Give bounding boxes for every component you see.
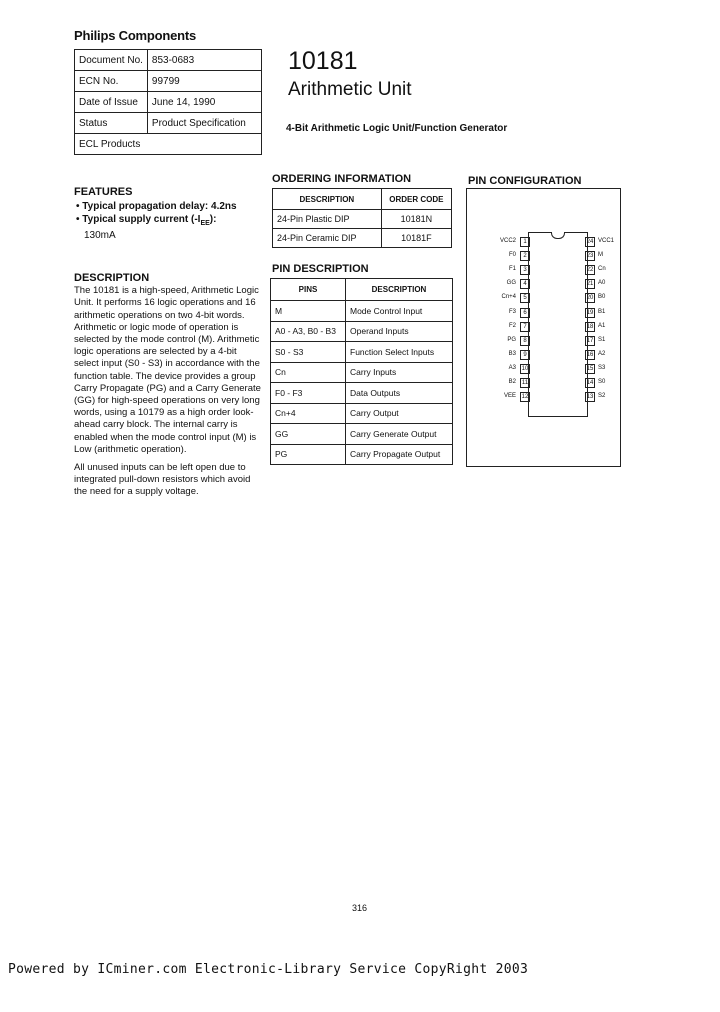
pin-row-right bbox=[585, 321, 615, 333]
pin-number: 11 bbox=[521, 380, 529, 386]
part-subtitle: 4-Bit Arithmetic Logic Unit/Function Generator bbox=[286, 123, 508, 134]
ordering-header: ORDER CODE bbox=[381, 189, 451, 210]
pin-config-title: PIN CONFIGURATION bbox=[468, 175, 582, 187]
doc-key: ECN No. bbox=[75, 71, 148, 92]
pin-row-left bbox=[490, 321, 530, 333]
product-line: ECL Products bbox=[75, 134, 262, 155]
pin-row-right bbox=[585, 377, 615, 389]
table-row bbox=[273, 229, 452, 248]
features-section bbox=[74, 186, 264, 243]
pin-desc: Function Select Inputs bbox=[346, 342, 453, 363]
doc-key: Document No. bbox=[75, 50, 148, 71]
pin-names: PG bbox=[271, 444, 346, 465]
pin-row-right bbox=[585, 335, 615, 347]
pin-number: 2 bbox=[520, 251, 530, 261]
pin-label: F3 bbox=[508, 308, 516, 315]
ordering-code: 10181F bbox=[381, 229, 451, 248]
table-row bbox=[271, 362, 453, 383]
footer-watermark: Powered by ICminer.com Electronic-Library Service CopyRight 2003 bbox=[8, 962, 529, 977]
pin-row-right bbox=[585, 264, 615, 276]
doc-row bbox=[75, 134, 262, 155]
pin-number: 5 bbox=[520, 293, 530, 303]
pin-desc-header: PINS bbox=[271, 279, 346, 301]
features-title: FEATURES bbox=[74, 186, 133, 198]
pin-description-title: PIN DESCRIPTION bbox=[272, 263, 369, 275]
pin-number: 22 bbox=[586, 267, 594, 274]
pin-label: PG bbox=[507, 336, 516, 343]
pin-desc: Operand Inputs bbox=[346, 321, 453, 342]
ordering-desc: 24-Pin Plastic DIP bbox=[273, 210, 382, 229]
pin-desc: Data Outputs bbox=[346, 383, 453, 404]
pin-number: 4 bbox=[520, 279, 530, 289]
pin-number: 9 bbox=[520, 350, 530, 360]
dip-package bbox=[528, 232, 588, 417]
pin-names: M bbox=[271, 301, 346, 322]
pin-desc: Carry Inputs bbox=[346, 362, 453, 383]
part-number: 10181 bbox=[288, 47, 358, 75]
doc-row bbox=[75, 71, 262, 92]
ordering-table bbox=[272, 188, 452, 248]
description-section bbox=[74, 272, 264, 505]
table-row bbox=[273, 210, 452, 229]
doc-row bbox=[75, 92, 262, 113]
pin-number: 23 bbox=[586, 253, 594, 260]
pin-label: S0 bbox=[598, 379, 606, 385]
pin-names: Cn bbox=[271, 362, 346, 383]
pin-row-right bbox=[585, 391, 615, 403]
doc-value: Product Specification bbox=[147, 113, 261, 134]
feature-subscript: EE bbox=[200, 220, 210, 227]
pin-row-left bbox=[490, 307, 530, 319]
pin-desc: Carry Generate Output bbox=[346, 424, 453, 445]
pin-names: A0 - A3, B0 - B3 bbox=[271, 321, 346, 342]
table-row bbox=[271, 424, 453, 445]
pin-row-right bbox=[585, 278, 615, 290]
pin-desc: Mode Control Input bbox=[346, 301, 453, 322]
pin-row-left bbox=[490, 236, 530, 248]
feature-text: Typical propagation delay: 4.2ns bbox=[82, 201, 237, 212]
pin-row-right bbox=[585, 250, 615, 262]
pin-label: Cn bbox=[598, 266, 606, 273]
pin-number: 15 bbox=[586, 365, 594, 372]
pin-row-left bbox=[490, 391, 530, 403]
ordering-title: ORDERING INFORMATION bbox=[272, 173, 412, 185]
pin-label: Cn+4 bbox=[501, 294, 516, 301]
pin-label: F0 bbox=[508, 252, 516, 259]
pin-number: 7 bbox=[520, 322, 530, 332]
pin-number: 10 bbox=[521, 365, 529, 372]
pin-row-right bbox=[585, 363, 615, 375]
table-row bbox=[271, 301, 453, 322]
pin-names: Cn+4 bbox=[271, 403, 346, 424]
pin-number: 17 bbox=[586, 337, 594, 344]
feature-item: • Typical propagation delay: 4.2ns bbox=[76, 201, 237, 212]
pin-label: S3 bbox=[598, 364, 606, 371]
table-row bbox=[271, 444, 453, 465]
feature-text: Typical supply current (-I bbox=[82, 214, 201, 225]
pin-label: A3 bbox=[508, 364, 516, 371]
pin-label: VCC1 bbox=[598, 238, 615, 244]
feature-text: ): bbox=[209, 214, 217, 225]
table-row bbox=[271, 342, 453, 363]
pin-desc: Carry Output bbox=[346, 403, 453, 424]
description-paragraph: All unused inputs can be left open due to integrated pull-down resistors which avoid the need for a supply voltage. bbox=[74, 462, 251, 498]
pin-label: VEE bbox=[503, 393, 516, 400]
page-number: 316 bbox=[352, 903, 368, 913]
pin-label: GG bbox=[506, 280, 516, 287]
document-info-table bbox=[74, 49, 262, 155]
doc-row bbox=[75, 50, 262, 71]
pin-row-right bbox=[585, 236, 615, 248]
description-paragraph: The 10181 is a high-speed, Arithmetic Logic Unit. It performs 16 logic operations and 16 arithmetic operations on two 4-bit words. Arithmetic or logic mode of operation is selected by the mode control (M). Arithmetic logic operations are selected by a 4-bit select input (S0 - S3) in accordance with the function table. The device provides a group Carry Propagate (PG) and a Carry Generate (GG) for high-speed operations on very long words, using a 10179 as a high order look-ahead carry block. The internal carry is enabled when the mode control input (M) is Low (arithmetic operation). bbox=[74, 285, 261, 455]
pin-row-left bbox=[490, 292, 530, 304]
pin-label: F1 bbox=[508, 266, 516, 273]
pin-desc: Carry Propagate Output bbox=[346, 444, 453, 465]
feature-item: • Typical supply current $(-I_{EE})$: 130mA bbox=[76, 214, 217, 241]
pin-number: 24 bbox=[586, 239, 594, 245]
pin-row-right bbox=[585, 292, 615, 304]
part-title: Arithmetic Unit bbox=[288, 79, 412, 100]
pin-label: S1 bbox=[598, 336, 606, 343]
pin-label: B1 bbox=[598, 308, 606, 315]
pin-label: B2 bbox=[508, 379, 516, 385]
pin-row-right bbox=[585, 307, 615, 319]
pin-label: A2 bbox=[598, 350, 606, 357]
doc-value: 99799 bbox=[147, 71, 261, 92]
pin-row-left bbox=[490, 349, 530, 361]
pin-row-left bbox=[490, 264, 530, 276]
pin-description-table bbox=[270, 278, 453, 465]
pin-number: 20 bbox=[586, 295, 594, 302]
pin-desc-header: DESCRIPTION bbox=[346, 279, 453, 301]
pin-number: 12 bbox=[521, 394, 529, 401]
pin-label: VCC2 bbox=[499, 238, 516, 244]
pin-number: 3 bbox=[520, 265, 530, 275]
pin-row-left bbox=[490, 278, 530, 290]
pin-row-left bbox=[490, 363, 530, 375]
pin-label: A1 bbox=[598, 322, 606, 329]
pin-label: B0 bbox=[598, 294, 606, 301]
table-row bbox=[271, 321, 453, 342]
doc-key: Status bbox=[75, 113, 148, 134]
company-name: Philips Components bbox=[74, 28, 197, 43]
pin-names: F0 - F3 bbox=[271, 383, 346, 404]
ordering-header: DESCRIPTION bbox=[273, 189, 382, 210]
doc-value: June 14, 1990 bbox=[147, 92, 261, 113]
feature-value: 130mA bbox=[84, 230, 116, 241]
doc-value: 853-0683 bbox=[147, 50, 261, 71]
pin-number: 16 bbox=[586, 351, 594, 358]
pin-names: S0 - S3 bbox=[271, 342, 346, 363]
pin-label: F2 bbox=[508, 322, 516, 329]
pin-number: 21 bbox=[586, 281, 594, 288]
pin-number: 8 bbox=[520, 336, 530, 346]
ordering-desc: 24-Pin Ceramic DIP bbox=[273, 229, 382, 248]
pin-label: A0 bbox=[598, 280, 606, 287]
pin-names: GG bbox=[271, 424, 346, 445]
pin-label: B3 bbox=[508, 350, 516, 357]
doc-key: Date of Issue bbox=[75, 92, 148, 113]
doc-row bbox=[75, 113, 262, 134]
table-row bbox=[271, 383, 453, 404]
pin-row-left bbox=[490, 335, 530, 347]
pin-number: 1 bbox=[520, 237, 530, 247]
pin-number: 18 bbox=[586, 323, 594, 330]
pin-number: 13 bbox=[586, 394, 594, 401]
pin-row-left bbox=[490, 250, 530, 262]
pin-number: 14 bbox=[586, 380, 594, 386]
pin-label: M bbox=[598, 252, 603, 259]
pin-number: 6 bbox=[520, 308, 530, 318]
pin-row-right bbox=[585, 349, 615, 361]
pin-label: S2 bbox=[598, 393, 606, 400]
description-title: DESCRIPTION bbox=[74, 272, 150, 284]
ordering-code: 10181N bbox=[381, 210, 451, 229]
pin-number: 19 bbox=[586, 309, 594, 316]
pin-row-left bbox=[490, 377, 530, 389]
table-row bbox=[271, 403, 453, 424]
